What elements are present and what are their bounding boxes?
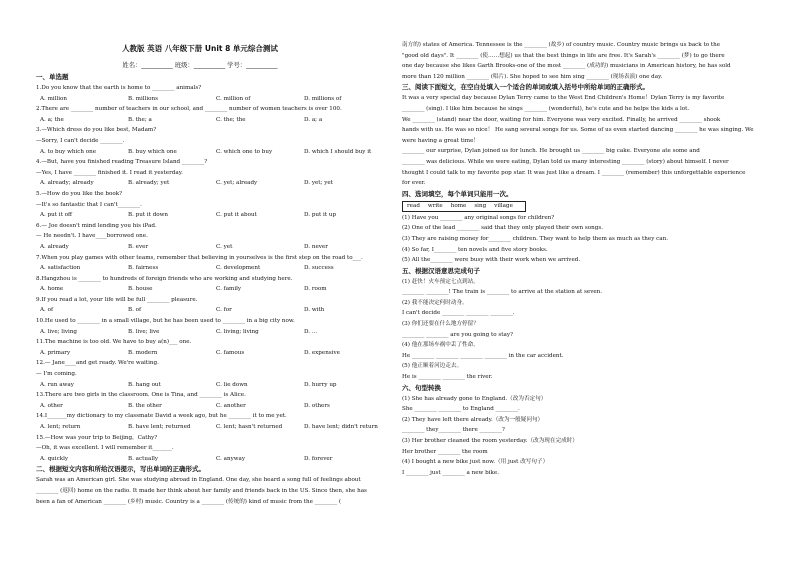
text-line: She ________ ________ to England ________.	[402, 406, 520, 413]
option-text: B. the other	[128, 402, 162, 409]
text-line: (4) I bought a new bike just now.（用 just 改写句子）	[402, 459, 549, 466]
text-line: 13.There are two girls in the classroom. One is Tina, and ________ is Alice.	[36, 392, 246, 399]
text-line: ________ they________ there ________?	[402, 427, 505, 434]
option-text: A. live; living	[40, 328, 78, 335]
text-line: (3) 你们还要在什么地方停留？	[402, 321, 479, 328]
text-line: ________ (返回) home on the radio. It made her think about her family and friends back in the US. Since then, she has	[36, 487, 367, 494]
option-text: D. others	[304, 402, 330, 409]
option-text: D. yet; yet	[304, 180, 333, 187]
word-bank-word: write	[427, 202, 443, 209]
option-text: C. the; the	[216, 116, 246, 123]
text-line: (1) Have you ________ any original songs for children?	[402, 214, 555, 221]
option-text: A. put it off	[40, 212, 72, 219]
option-text: B. of	[128, 307, 142, 314]
student-info-line: 姓名：__________ 班级：__________ 学号：__________	[122, 62, 278, 69]
option-text: C. yet	[216, 243, 233, 250]
option-text: A. primary	[40, 349, 71, 356]
option-text: B. put it down	[128, 212, 169, 219]
text-line: It was a very special day because Dylan Terry came to the West End Children's Home！Dylan Terry is my favorite	[402, 95, 725, 102]
option-text: D. with	[304, 307, 325, 314]
text-line: "good old days". It ________ (使……想起) us that the best things in life are free. It's Sarah's ________ (梦) to go there	[402, 52, 725, 59]
option-text: B. hang out	[128, 381, 161, 388]
text-line: (1) 赶快！火车预定七点到站。	[402, 278, 479, 285]
text-line: more than 120 million ________ (唱片). She hoped to see him sing ________ (现场表演) one day.	[402, 73, 663, 80]
answer-options	[36, 401, 388, 412]
option-text: A. already	[40, 243, 69, 250]
right-column	[402, 40, 758, 478]
answer-options	[36, 263, 388, 274]
option-text: A. quickly	[40, 455, 69, 462]
option-text: A. to buy which one	[40, 148, 97, 155]
option-text: C. yet; already	[216, 180, 258, 187]
text-line: (5) All the________ were busy with their work when we arrived.	[402, 257, 581, 264]
text-line: Her brother ________ the room	[402, 448, 488, 455]
option-text: C. development	[216, 265, 261, 272]
text-line: (3) They are raising money for________ children. They want to help them as much as they can.	[402, 235, 668, 242]
answer-options	[36, 305, 388, 316]
option-text: D. which I should buy it	[304, 148, 372, 155]
word-bank-word: home	[450, 202, 467, 209]
option-text: D. success	[304, 265, 334, 272]
text-line: —Oh, it was excellent. I will remember it_______.	[36, 445, 174, 452]
option-text: A. other	[40, 402, 63, 409]
option-text: B. modern	[128, 349, 158, 356]
text-line: 3.—Which dress do you like best, Madam?	[36, 127, 157, 134]
option-text: D. millions of	[304, 95, 342, 102]
option-text: A. already; already	[40, 180, 94, 187]
text-line: 2.There are ________ number of teachers in our school, and ________ number of women teachers is over 100.	[36, 106, 342, 113]
option-text: B. live; live	[128, 328, 160, 335]
option-text: D. a; a	[304, 116, 323, 123]
answer-options	[36, 210, 388, 221]
text-line: 10.He used to ________ in a small village, but he has been used to ________ in a big city now.	[36, 318, 295, 325]
section-heading: 六、句型转换	[402, 383, 441, 392]
option-text: D. room	[304, 286, 327, 293]
answer-options	[36, 284, 388, 295]
answer-options	[36, 454, 388, 465]
option-text: B. fairness	[128, 265, 159, 272]
text-line: — He needn't. I have____borrowed one.	[36, 233, 148, 240]
option-text: A. of	[40, 307, 54, 314]
section-heading: 三、阅读下面短文，在空白处填入一个适合的单词或填入括号中所给单词的正确形式。	[402, 83, 649, 92]
answer-options	[36, 178, 388, 189]
text-line: ________ ________ are you going to stay?	[402, 331, 514, 338]
text-line: He is ________ ________ the river.	[402, 374, 493, 381]
option-text: D. put it up	[304, 212, 337, 219]
word-bank-word: sing	[474, 202, 487, 209]
option-text: B. actually	[128, 455, 159, 462]
text-line: 4.—But, have you finished reading Treasure Island ________?	[36, 159, 208, 166]
option-text: A. run away	[40, 381, 74, 388]
option-text: C. living; living	[216, 328, 259, 335]
option-text: A. home	[40, 286, 64, 293]
word-bank-word: village	[494, 202, 513, 209]
section-heading: 四、选词填空，每个单词只能用一次。	[402, 189, 513, 198]
option-text: C. lent; hasn't returned	[216, 424, 283, 430]
text-line: 7.When you play games with other teams, remember that believing in yourselves is the first step on the road to___.	[36, 254, 363, 261]
text-line: (4) So far, I________ ten novels and five story books.	[402, 246, 548, 253]
text-line: 11.The machine is too old. We have to buy a(n)___ one.	[36, 339, 192, 346]
answer-options	[36, 380, 388, 391]
text-line: (2) They have left there already.（改为一般疑问句）	[402, 416, 544, 423]
text-line: 6.— Joe doesn't mind lending you his iPad.	[36, 222, 157, 229]
text-line: 南方的) states of America. Tennessee is the ________ (故乡) of country music. Country music brings us back to the	[402, 42, 721, 48]
text-line: thought I could talk to my favorite pop star. It was just like a dream. I ________ (remember) this unforgettable experience	[402, 169, 746, 176]
option-text: C. million of	[216, 95, 251, 102]
option-text: B. house	[128, 286, 153, 293]
text-line: (5) 他正顺着河边走去。	[402, 363, 463, 370]
option-text: D. never	[304, 243, 328, 250]
section-heading: 一、单选题	[36, 73, 69, 81]
option-text: B. already; yet	[128, 180, 170, 187]
left-column-body	[36, 72, 388, 507]
word-bank	[402, 200, 758, 213]
text-line: ________ was delicious. While we were eating, Dylan told us many interesting ________ (story) about himself. I never	[402, 158, 729, 165]
text-line: I can't decide ________ ________ ________.	[402, 310, 515, 317]
text-line: 12.— Jane____and get ready. We're waiting.	[36, 360, 159, 367]
text-line: one day because she likes Garth Brooks-one of the most ________ (成功的) musicians in American history, he has sold	[402, 63, 731, 70]
answer-options	[36, 115, 388, 126]
text-line: 1.Do you know that the earth is home to ________ animals?	[36, 85, 202, 91]
text-line: (2) 我不能决定何时动身。	[402, 299, 468, 306]
option-text: A. million	[40, 95, 68, 102]
option-text: C. another	[216, 402, 246, 409]
text-line: (3) Her brother cleaned the room yesterday.（改为现在完成时）	[402, 438, 578, 444]
text-line: — I'm coming.	[36, 371, 77, 378]
text-line: 14.I_______my dictionary to my classmate David a week ago, but he ________ it to me yet.	[36, 413, 287, 420]
option-text: D. hurry up	[304, 381, 337, 388]
text-line: —Yes, I have ________ finished it. I read it yesterday.	[36, 169, 183, 176]
section-heading: 二、根据短文内容和所给汉语提示，写出单词的正确形式。	[36, 465, 205, 474]
text-line: —Sorry, I can't decide ________.	[36, 137, 125, 144]
text-line: (4) 他在那场车祸中丢了性命。	[402, 342, 479, 349]
option-text: B. ever	[128, 243, 149, 250]
text-line: ________ (sing). I like him because he sings ________ (wonderful), he's cute and he helps the kids a lot.	[402, 105, 690, 112]
option-text: D. have lent; didn't return	[304, 424, 378, 430]
text-line: 9.If you read a lot, your life will be full ________ pleasure.	[36, 296, 198, 303]
option-text: B. buy which one	[128, 148, 177, 155]
text-line: (1) She has already gone to England.（改为否定句）	[402, 395, 547, 402]
text-line: 15.—How was your trip to Beijing，Cathy?	[36, 434, 158, 441]
option-text: A. lent; return	[40, 424, 81, 430]
text-line: 5.—How do you like the book?	[36, 190, 123, 197]
text-line: —It's so fantastic that I can't________.	[36, 201, 142, 208]
option-text: C. which one to buy	[216, 148, 273, 155]
option-text: A. a; the	[40, 116, 64, 123]
answer-options	[36, 147, 388, 158]
option-text: B. have lent; returned	[128, 424, 191, 430]
option-text: D. expensive	[304, 349, 340, 356]
text-line: We ________ (stand) near the door, waiting for him. Everyone was very excited. Finally, he arrived ________ shook	[402, 116, 721, 123]
text-line: (2) One of the lead ________ said that they only played their own songs.	[402, 225, 603, 232]
text-line: ________ our surprise, Dylan joined us for lunch. He brought us ________ big cake. Everyone ate some and	[402, 148, 700, 155]
text-line: Sarah was an American girl. She was studying abroad in England. One day, she heard a song full of feelings about	[36, 477, 361, 484]
text-line: 8.Hangzhou is ________ to hundreds of foreign friends who are working and studying here.	[36, 275, 293, 282]
option-text: C. family	[216, 286, 242, 293]
worksheet-title: 人教版 英语 八年级下册 Unit 8 单元综合测试	[122, 44, 278, 53]
section-heading: 五、根据汉语意思完成句子	[402, 266, 480, 275]
option-text: C. put it about	[216, 212, 257, 219]
option-text: D. forever	[304, 455, 333, 462]
answer-options	[36, 242, 388, 253]
text-line: were having a great time！	[402, 137, 479, 144]
answer-options	[36, 422, 388, 433]
answer-options	[36, 348, 388, 359]
word-bank-box	[402, 201, 526, 212]
option-text: C. for	[216, 307, 232, 314]
option-text: C. famous	[216, 349, 245, 356]
option-text: C. anyway	[216, 455, 246, 462]
answer-options	[36, 327, 388, 338]
option-text: A. satisfaction	[40, 265, 81, 272]
text-line: hands with us. He was so nice！ He sang several songs for us. Some of us even started dancing ________ he was singing. We	[402, 127, 754, 134]
text-line: been a fan of American ________ (乡村) music. Country is a ________ (传统的) kind of music from the ________ (	[36, 498, 342, 505]
option-text: B. millions	[128, 95, 158, 102]
option-text: C. lie down	[216, 381, 248, 388]
answer-options	[36, 94, 388, 105]
text-line: ________ ________! The train is ________ to arrive at the station at seven.	[402, 289, 603, 296]
text-line: I ________ just ________ a new bike.	[402, 469, 499, 476]
option-text: B. the; a	[128, 116, 152, 123]
text-line: for ever.	[402, 180, 426, 187]
word-bank-word: read	[407, 202, 420, 209]
option-text: D. ...	[304, 328, 318, 335]
text-line: He ________ ________ ________ ________ in the car accident.	[402, 352, 564, 359]
